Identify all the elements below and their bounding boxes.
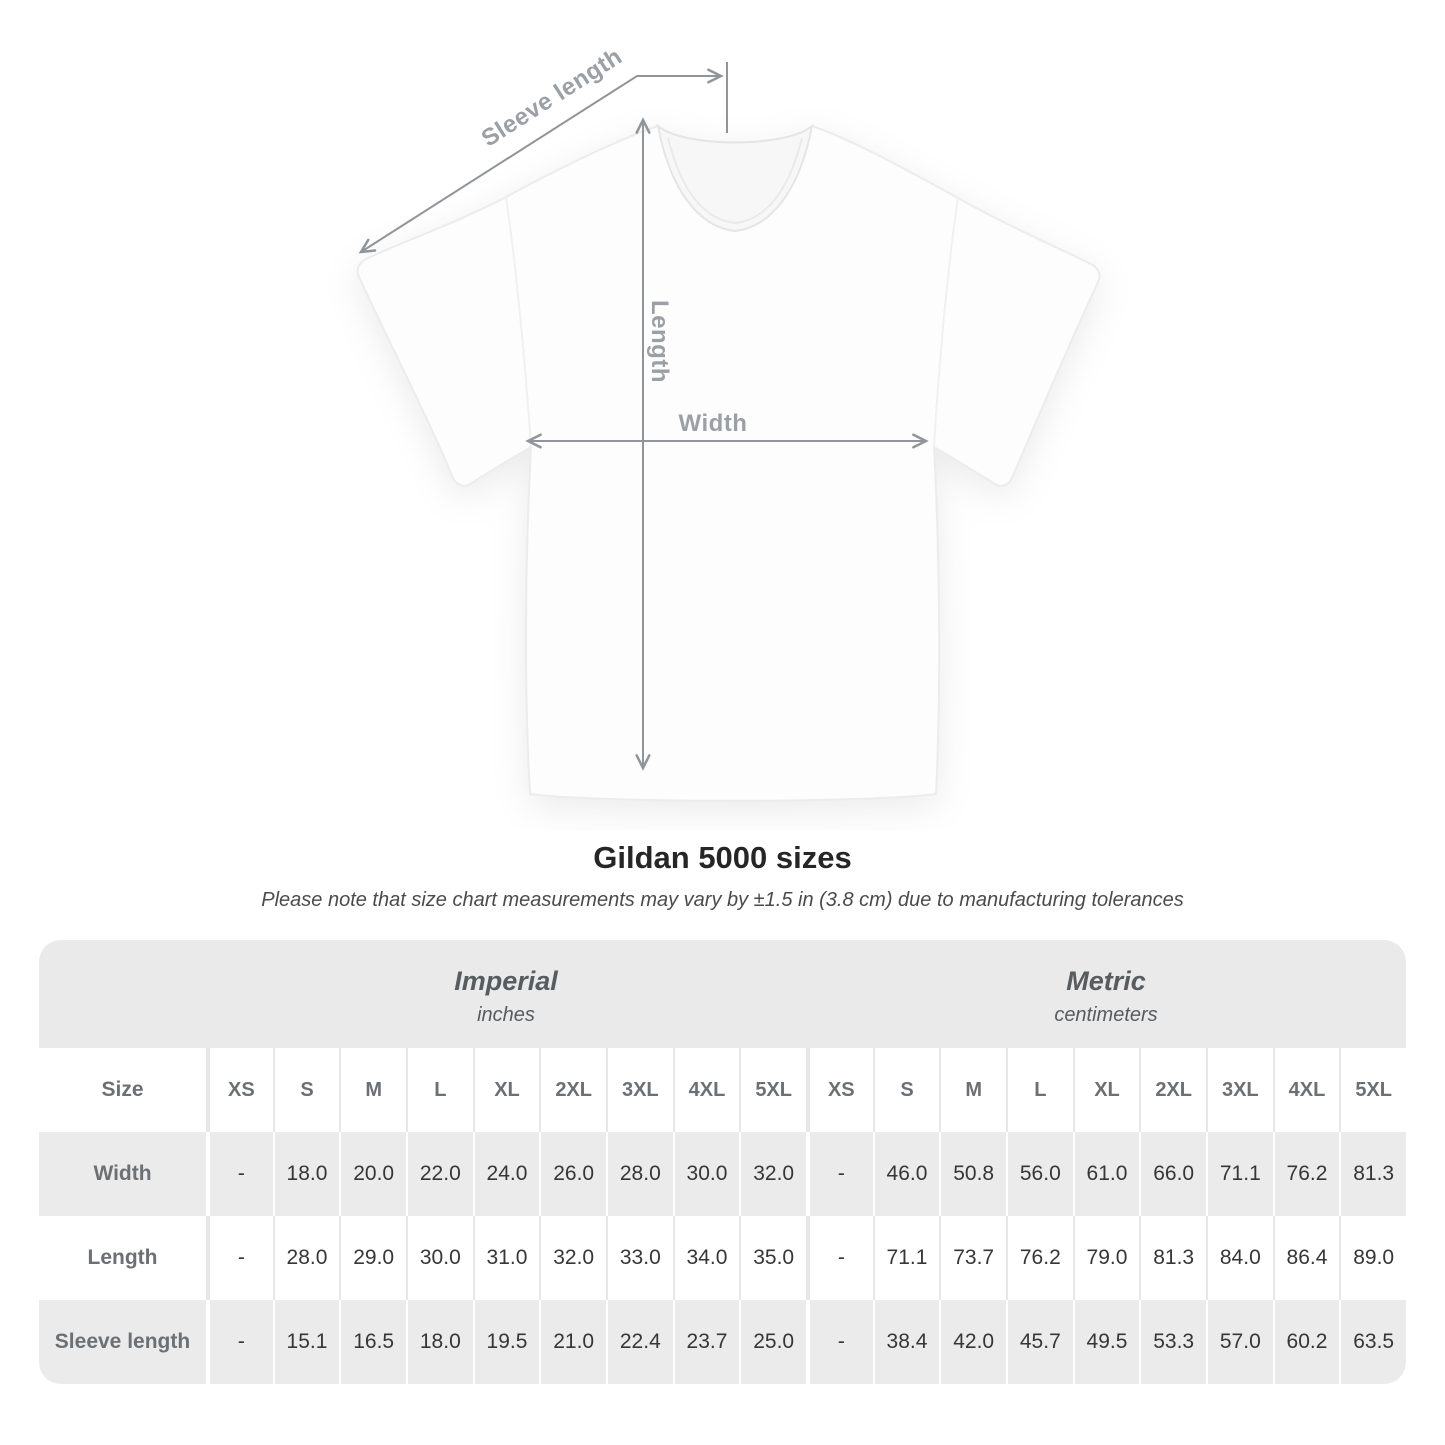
size-header-metric-2xl: 2XL <box>1139 1048 1206 1132</box>
cell-imperial: - <box>206 1216 273 1300</box>
cell-metric: 38.4 <box>873 1300 940 1384</box>
cell-imperial: 31.0 <box>473 1216 540 1300</box>
cell-metric: - <box>806 1132 873 1216</box>
cell-metric: 49.5 <box>1073 1300 1140 1384</box>
cell-metric: 45.7 <box>1006 1300 1073 1384</box>
sleeve-length-label: Sleeve length <box>476 42 628 153</box>
cell-metric: 53.3 <box>1139 1300 1206 1384</box>
cell-imperial: - <box>206 1300 273 1384</box>
cell-metric: 79.0 <box>1073 1216 1140 1300</box>
cell-imperial: 19.5 <box>473 1300 540 1384</box>
cell-imperial: 16.5 <box>339 1300 406 1384</box>
tolerance-note: Please note that size chart measurements may vary by ±1.5 in (3.8 cm) due to manufacturing tolerances <box>261 889 1184 911</box>
tshirt-illustration <box>357 126 1099 801</box>
row-label-sleeve-length: Sleeve length <box>39 1300 206 1384</box>
imperial-unit: inches <box>477 1003 535 1026</box>
cell-imperial: 30.0 <box>406 1216 473 1300</box>
cell-imperial: 35.0 <box>739 1216 806 1300</box>
cell-imperial: 33.0 <box>606 1216 673 1300</box>
size-grid <box>39 1048 1406 1384</box>
size-header-imperial-5xl: 5XL <box>739 1048 806 1132</box>
cell-imperial: 32.0 <box>739 1132 806 1216</box>
size-header-metric-5xl: 5XL <box>1339 1048 1406 1132</box>
cell-metric: 42.0 <box>939 1300 1006 1384</box>
length-label: Length <box>646 300 673 383</box>
cell-imperial: - <box>206 1132 273 1216</box>
cell-metric: 71.1 <box>873 1216 940 1300</box>
cell-metric: 76.2 <box>1006 1216 1073 1300</box>
size-table <box>39 940 1406 1384</box>
cell-metric: - <box>806 1216 873 1300</box>
imperial-group-header <box>206 940 806 1048</box>
size-header-metric-xl: XL <box>1073 1048 1140 1132</box>
cell-imperial: 22.4 <box>606 1300 673 1384</box>
cell-imperial: 18.0 <box>406 1300 473 1384</box>
size-column-header: Size <box>39 1048 206 1132</box>
size-header-metric-m: M <box>939 1048 1006 1132</box>
cell-imperial: 23.7 <box>673 1300 740 1384</box>
cell-metric: 89.0 <box>1339 1216 1406 1300</box>
size-header-imperial-4xl: 4XL <box>673 1048 740 1132</box>
row-label-width: Width <box>39 1132 206 1216</box>
size-header-imperial-2xl: 2XL <box>539 1048 606 1132</box>
cell-metric: 76.2 <box>1273 1132 1340 1216</box>
cell-imperial: 28.0 <box>606 1132 673 1216</box>
cell-metric: 73.7 <box>939 1216 1006 1300</box>
cell-metric: 63.5 <box>1339 1300 1406 1384</box>
page-title: Gildan 5000 sizes <box>593 840 852 875</box>
size-header-imperial-xs: XS <box>206 1048 273 1132</box>
cell-metric: - <box>806 1300 873 1384</box>
width-label: Width <box>678 410 748 437</box>
cell-imperial: 28.0 <box>273 1216 340 1300</box>
cell-metric: 86.4 <box>1273 1216 1340 1300</box>
cell-imperial: 29.0 <box>339 1216 406 1300</box>
cell-metric: 71.1 <box>1206 1132 1273 1216</box>
cell-imperial: 21.0 <box>539 1300 606 1384</box>
size-header-imperial-s: S <box>273 1048 340 1132</box>
cell-metric: 61.0 <box>1073 1132 1140 1216</box>
cell-imperial: 24.0 <box>473 1132 540 1216</box>
cell-metric: 50.8 <box>939 1132 1006 1216</box>
metric-group-header <box>806 940 1406 1048</box>
cell-imperial: 32.0 <box>539 1216 606 1300</box>
cell-metric: 56.0 <box>1006 1132 1073 1216</box>
cell-metric: 66.0 <box>1139 1132 1206 1216</box>
size-header-metric-4xl: 4XL <box>1273 1048 1340 1132</box>
size-header-imperial-m: M <box>339 1048 406 1132</box>
cell-metric: 60.2 <box>1273 1300 1340 1384</box>
unit-band-spacer <box>39 940 206 1048</box>
unit-band <box>39 940 1406 1048</box>
cell-imperial: 26.0 <box>539 1132 606 1216</box>
cell-metric: 46.0 <box>873 1132 940 1216</box>
cell-imperial: 20.0 <box>339 1132 406 1216</box>
cell-imperial: 34.0 <box>673 1216 740 1300</box>
cell-metric: 84.0 <box>1206 1216 1273 1300</box>
cell-metric: 57.0 <box>1206 1300 1273 1384</box>
cell-imperial: 22.0 <box>406 1132 473 1216</box>
imperial-label: Imperial <box>454 965 558 996</box>
cell-imperial: 30.0 <box>673 1132 740 1216</box>
cell-imperial: 15.1 <box>273 1300 340 1384</box>
size-header-imperial-xl: XL <box>473 1048 540 1132</box>
cell-imperial: 18.0 <box>273 1132 340 1216</box>
metric-unit: centimeters <box>1054 1003 1158 1026</box>
size-header-imperial-3xl: 3XL <box>606 1048 673 1132</box>
size-header-metric-s: S <box>873 1048 940 1132</box>
cell-metric: 81.3 <box>1139 1216 1206 1300</box>
cell-imperial: 25.0 <box>739 1300 806 1384</box>
size-header-metric-l: L <box>1006 1048 1073 1132</box>
size-header-imperial-l: L <box>406 1048 473 1132</box>
cell-metric: 81.3 <box>1339 1132 1406 1216</box>
row-label-length: Length <box>39 1216 206 1300</box>
size-header-metric-3xl: 3XL <box>1206 1048 1273 1132</box>
size-header-metric-xs: XS <box>806 1048 873 1132</box>
metric-label: Metric <box>1066 965 1146 996</box>
